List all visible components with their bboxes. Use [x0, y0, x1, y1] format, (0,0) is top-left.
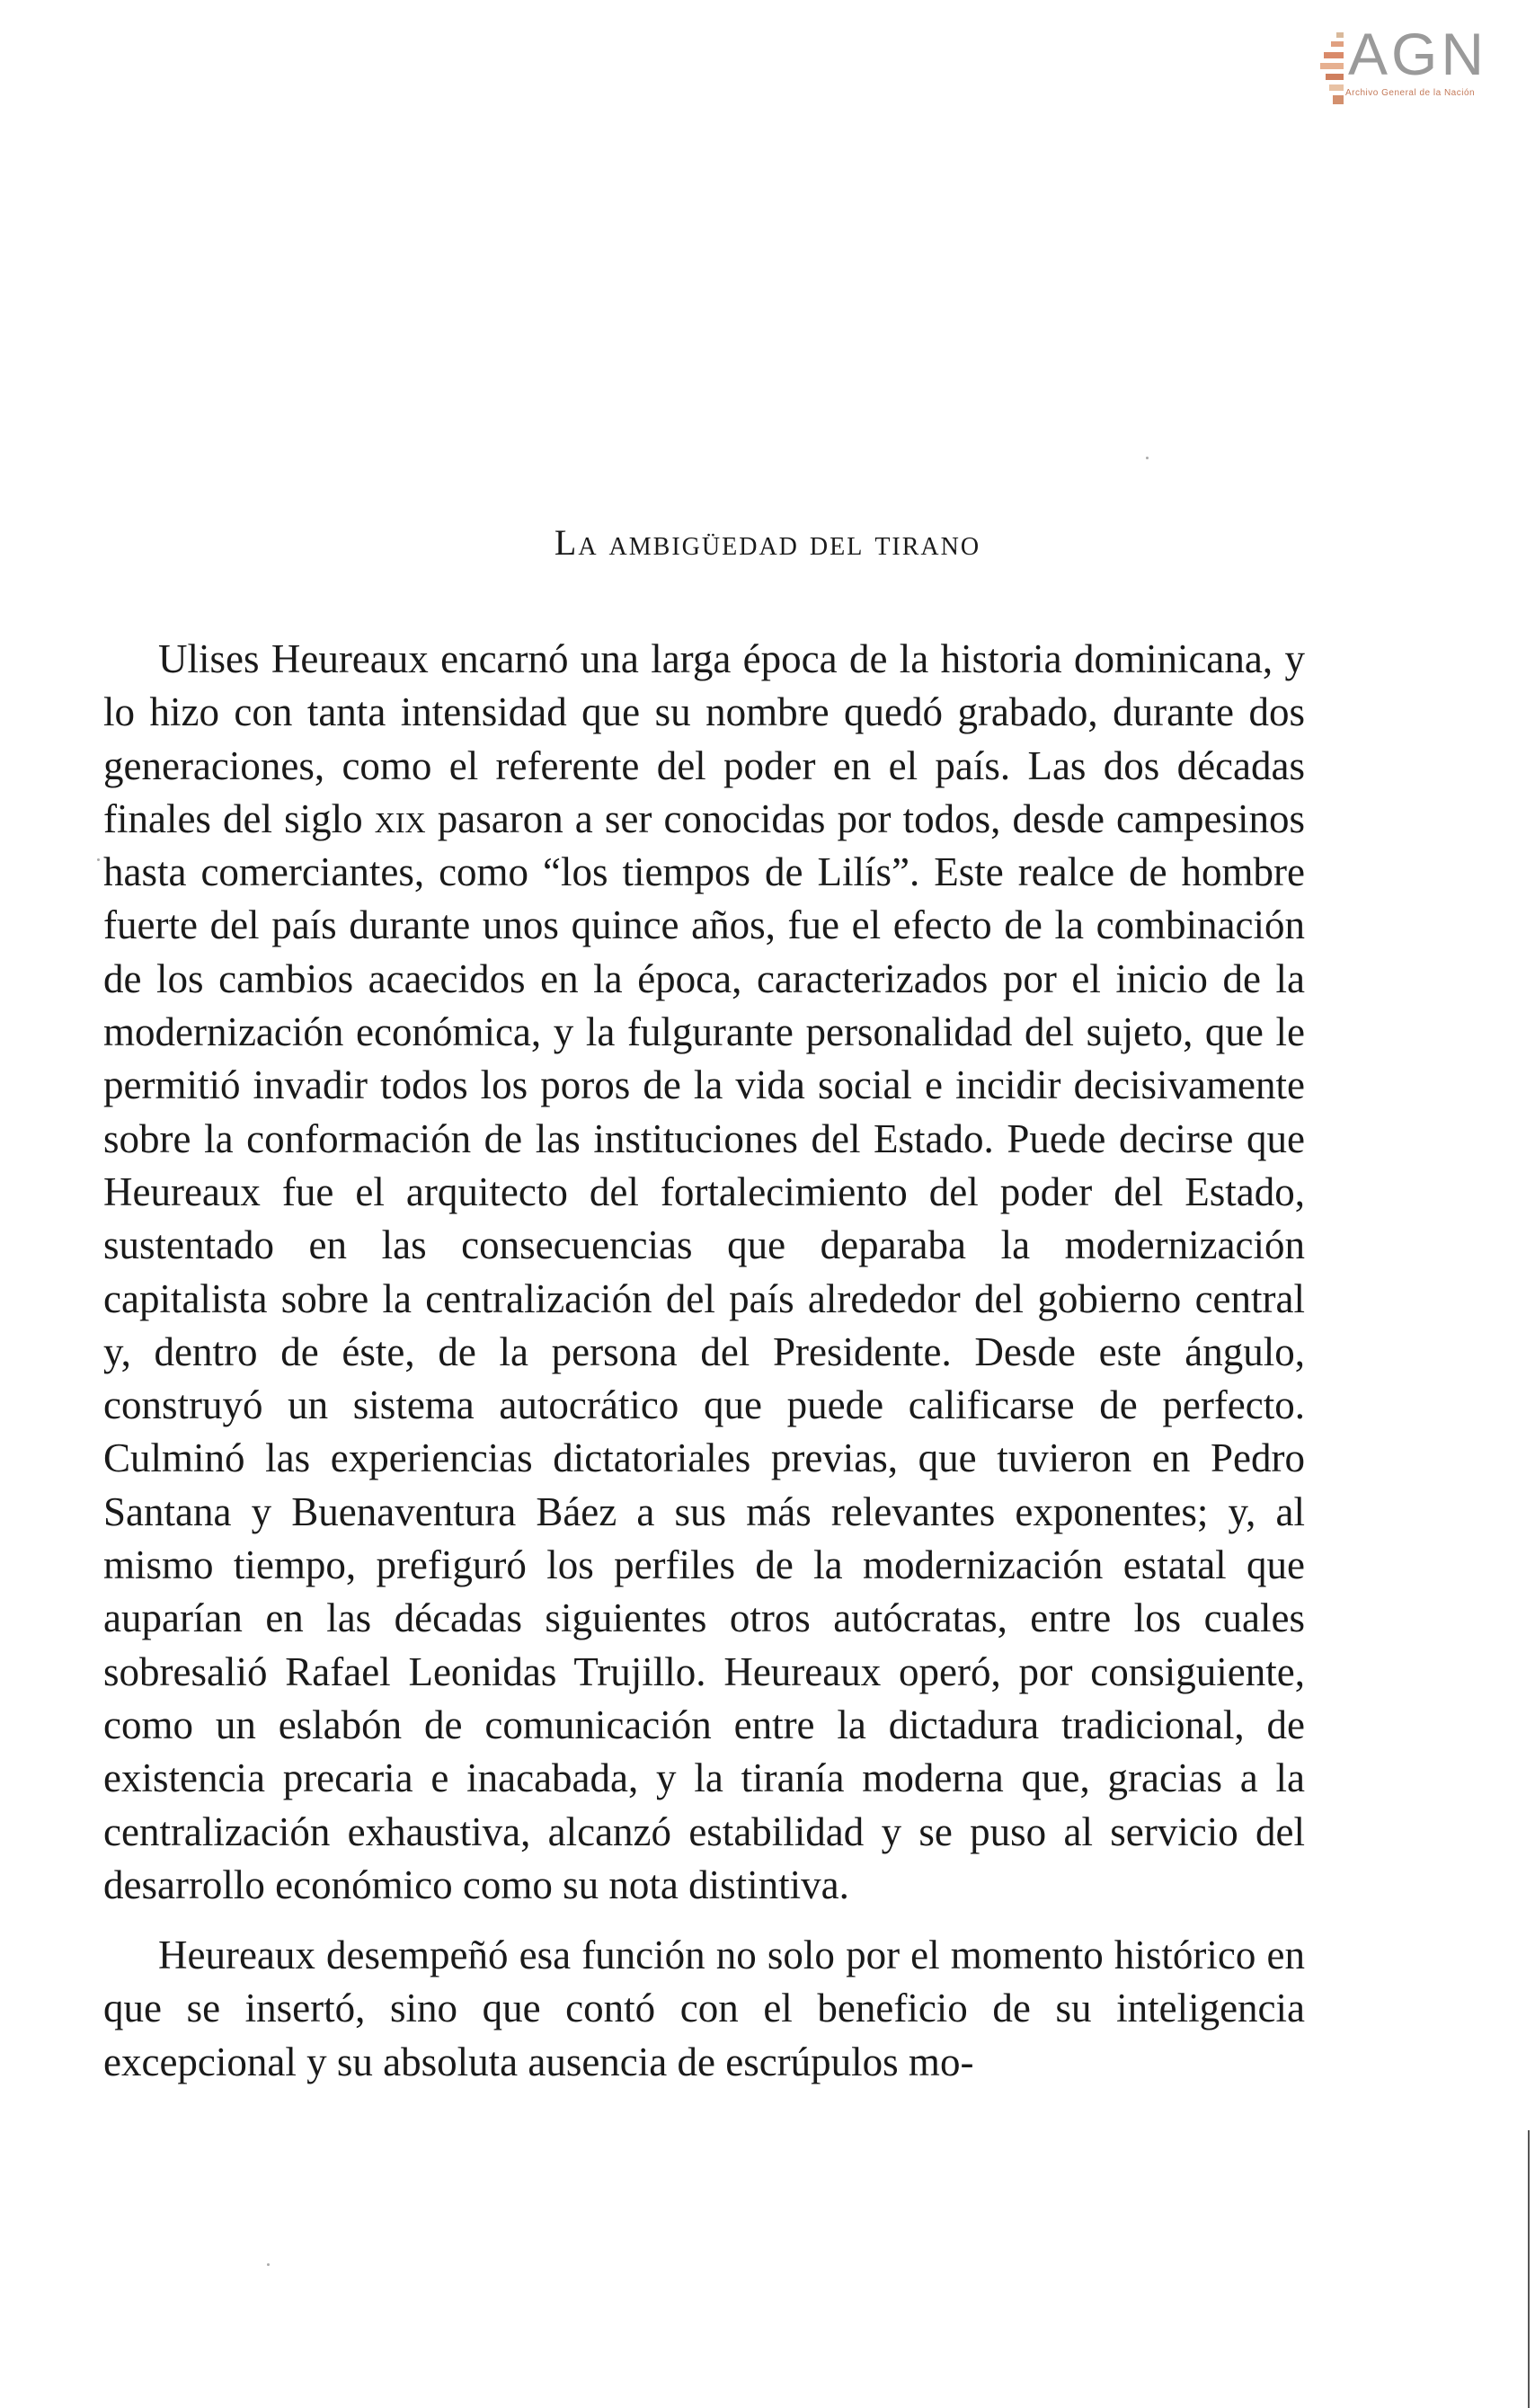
scan-speck — [267, 2263, 270, 2266]
agn-watermark — [1308, 18, 1487, 108]
scan-speck — [1146, 457, 1149, 459]
scan-speck — [97, 858, 100, 861]
body-text — [103, 633, 1305, 2089]
agn-logo-text: AGN — [1348, 21, 1488, 87]
century-numeral: xix — [374, 795, 426, 841]
agn-logo-subtitle: Archivo General de la Nación — [1345, 88, 1476, 98]
scan-edge-line — [1528, 2130, 1530, 2408]
paragraph-1-part-a: Ulises Heureaux encarnó una larga época de la historia dominicana, y lo hizo con tanta intensidad que su nombre quedó grabado, durante dos generaciones, como el referente del poder en el país. Las dos décadas finales del siglo — [103, 636, 1305, 841]
paragraph-1-part-b: pasaron a ser conocidas por todos, desde campesinos hasta comerciantes, como “los tiempos de Lilís”. Este realce de hombre fuerte del país durante unos quince años, fue el efecto de la combinación de los cambios acaecidos en la época, caracterizados por el inicio de la modernización económica, y la fulgurante personalidad del sujeto, que le permitió invadir todos los poros de la vida social e incidir decisivamente sobre la conformación de las instituciones del Estado. Puede decirse que Heureaux fue el arquitecto del fortalecimiento del poder del Estado, sustentado en las consecuencias que deparaba la modernización capitalista sobre la centralización del país alrededor del gobierno central y, dentro de éste, de la persona del Presidente. Desde este ángulo, construyó un sistema autocrático que puede calificarse de perfecto. Culminó las experiencias dictatoriales previas, que tuvieron en Pedro Santana y Buenaventura Báez a sus más relevantes exponentes; y, al mismo tiempo, prefiguró los perfiles de la modernización estatal que auparían en las décadas siguientes otros autócratas, entre los cuales sobresalió Rafael Leonidas Trujillo. Heureaux operó, por consiguiente, como un eslabón de comunicación entre la dictadura tradicional, de existencia precaria e inacabada, y la tiranía moderna que, gracias a la centralización exhaustiva, alcanzó estabilidad y se puso al servicio del desarrollo económico como su nota distintiva. — [103, 795, 1305, 1907]
paragraph-2: Heureaux desempeñó esa función no solo por el momento histórico en que se insertó, sino que contó con el beneficio de su inteligencia excepcional y su absoluta ausencia de escrúpulos mo- — [103, 1933, 1305, 2084]
paragraph-1 — [103, 633, 1305, 1912]
section-title: La ambigüedad del tirano — [554, 522, 981, 563]
